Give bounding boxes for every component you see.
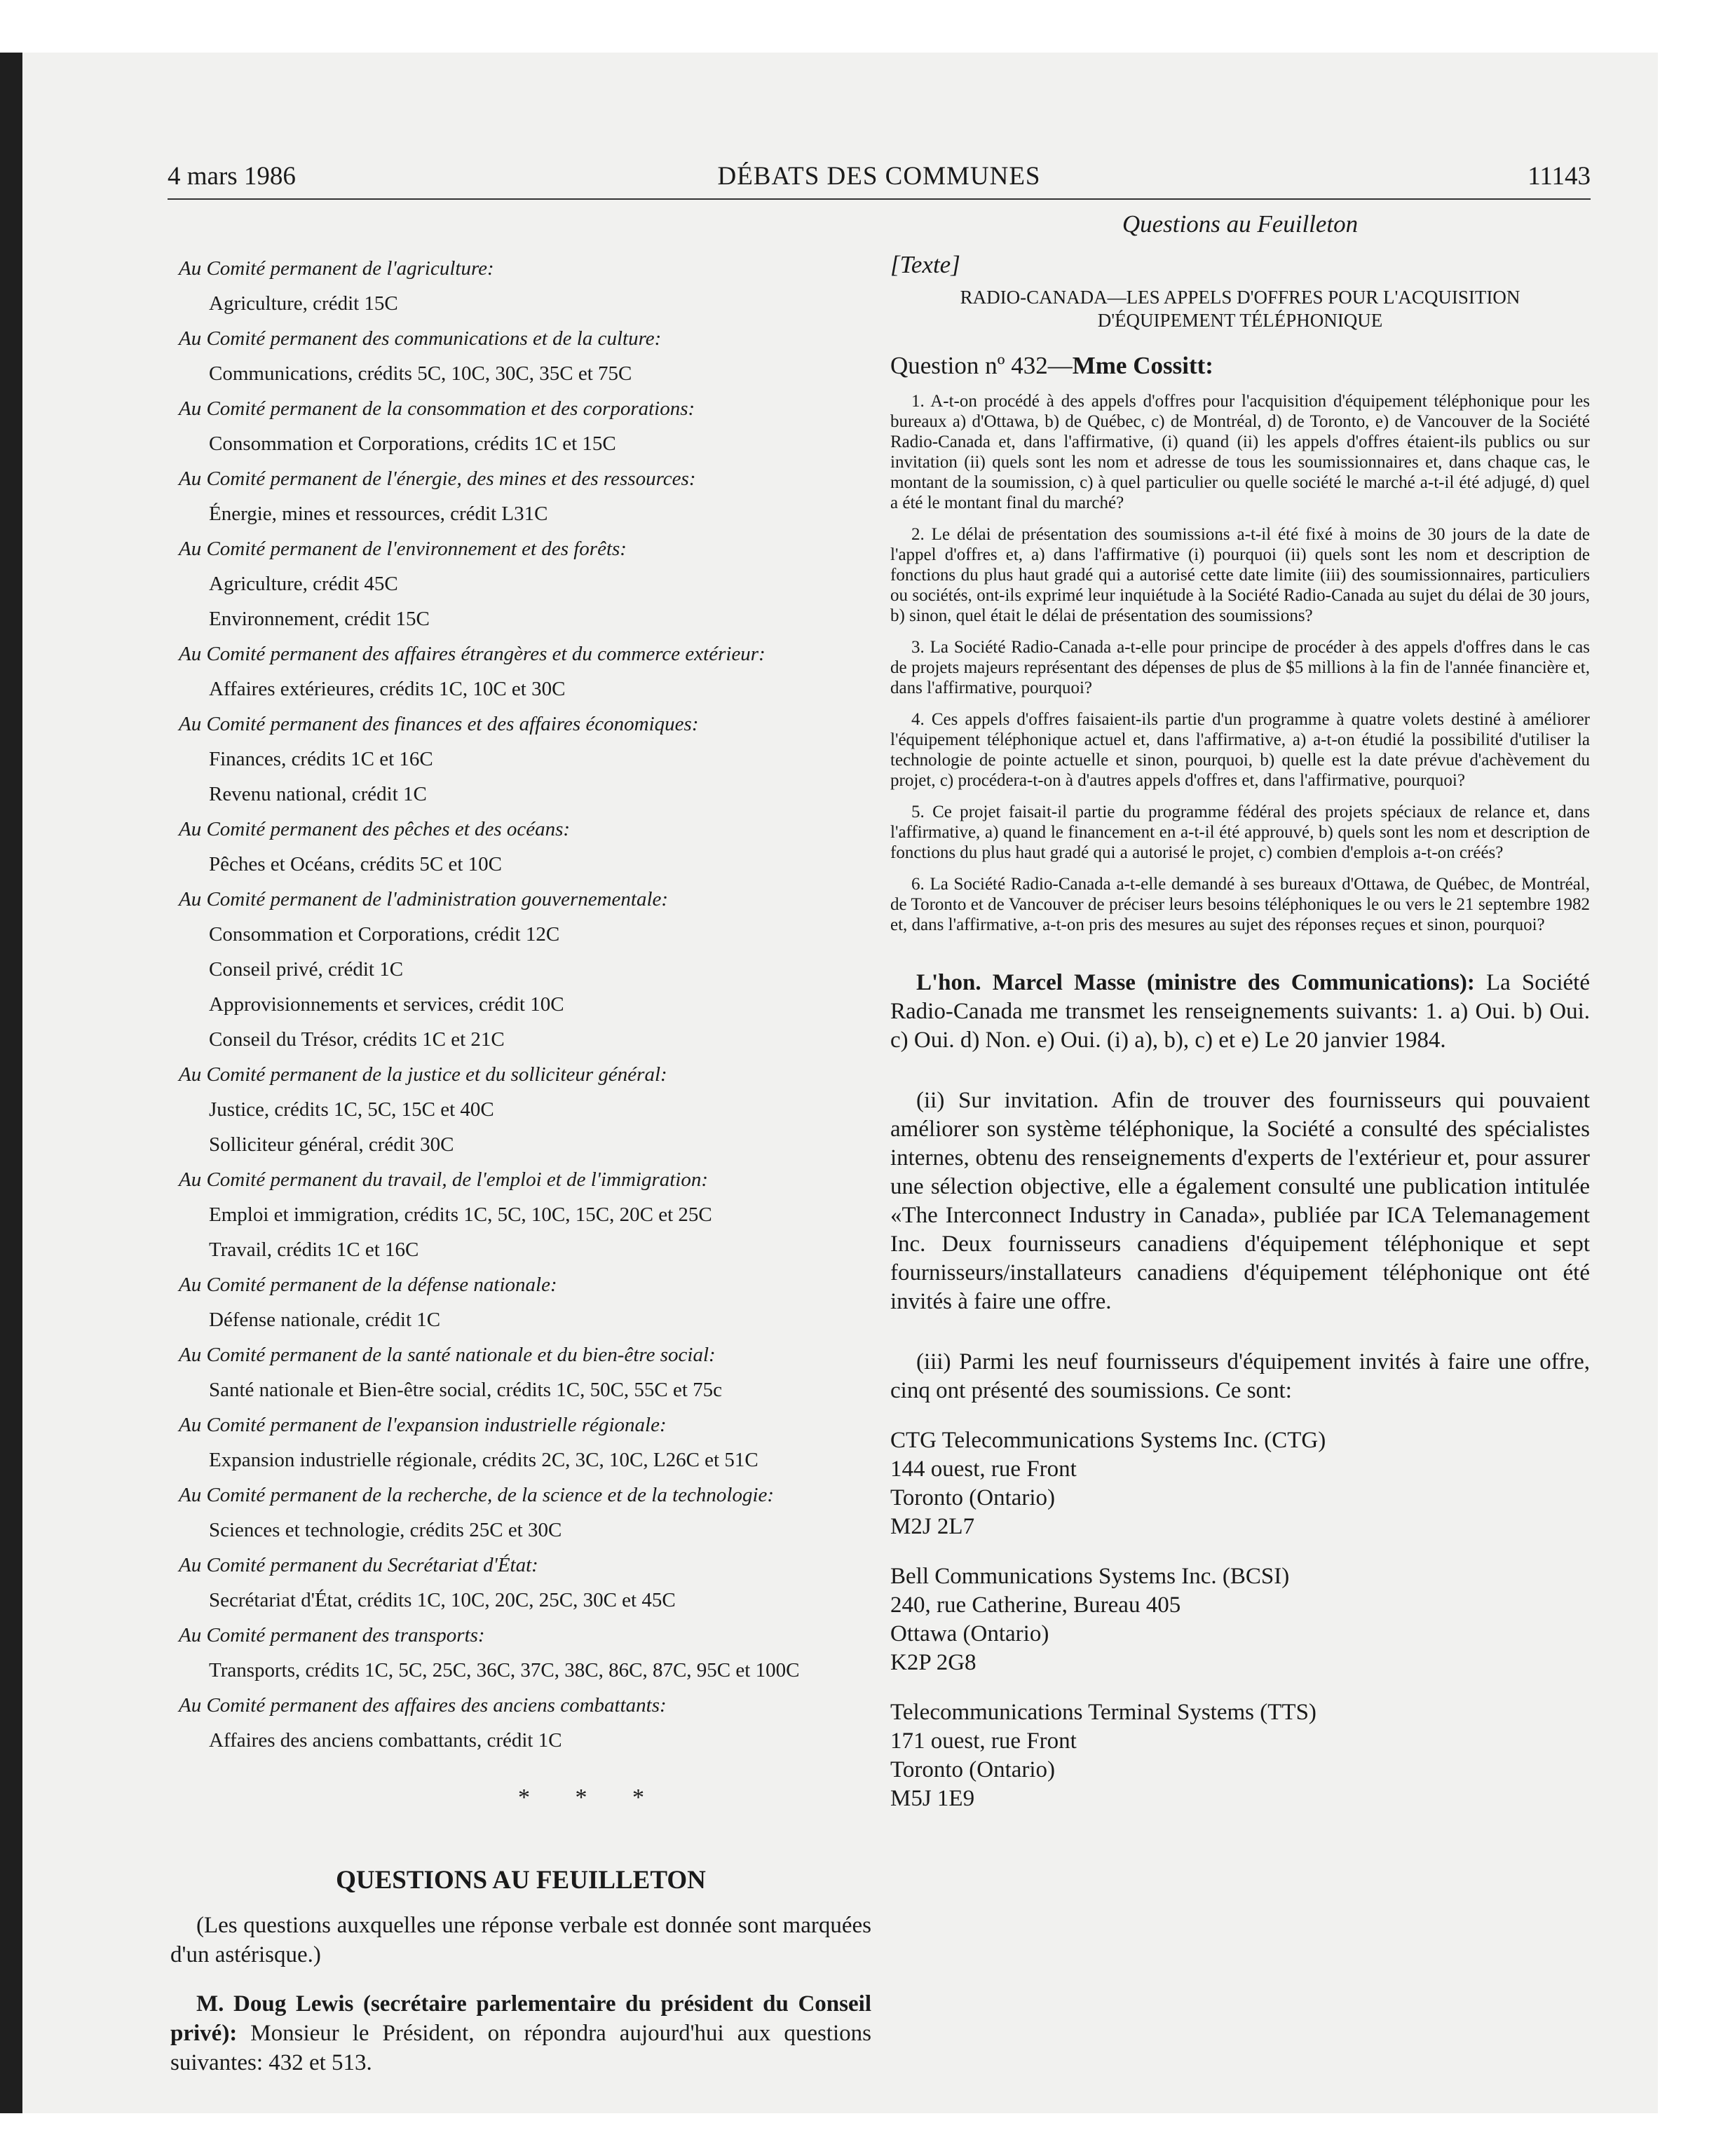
committee-credit: Environnement, crédit 15C [209,608,430,630]
section-separator: * * * [518,1785,664,1810]
committee-credit: Transports, crédits 1C, 5C, 25C, 36C, 37C, 38C, 86C, 87C, 95C et 100C [209,1659,800,1681]
texte-label: [Texte] [890,251,960,278]
committee-credit: Conseil du Trésor, crédits 1C et 21C [209,1028,505,1051]
question-item: 5. Ce projet faisait-il partie du programme fédéral des projets spéciaux de relance et, dans l'affirmative, a) quand le financement en a-t-il été approuvé, b) quels sont les nom et description de fonctions du plus haut gradé qui a autorisé le projet, c) combien d'emplois a-t-on créés? [890,803,1590,862]
committee-credit: Santé nationale et Bien-être social, crédits 1C, 50C, 55C et 75c [209,1379,723,1401]
question-item: 3. La Société Radio-Canada a-t-elle pour principe de procéder à des appels d'offres dans le cas de projets majeurs représentant des dépenses de plus de $5 millions à la fin de l'année financière et, dans l'affirmative, pourquoi? [890,638,1590,697]
answer-ii: (ii) Sur invitation. Afin de trouver des fournisseurs qui pouvaient améliorer son système téléphonique, la Société a consulté des spécialistes internes, obtenu des renseignements d'experts de l'extérieur et, pour assurer une sélection objective, elle a également consulté une publication intitulée «The Interconnect Industry in Canada», publiée par ICA Telemanagement Inc. Deux fournisseurs canadiens d'équipement téléphonique et sept fournisseurs/installateurs canadiens d'équipement téléphonique ont été invités à faire une offre. [890,1088,1590,1314]
supplier-name: Telecommunications Terminal Systems (TTS) [890,1700,1316,1725]
answer-text: La Société Radio-Canada me transmet les renseignements suivants: 1. a) Oui. b) Oui. c) Oui. d) Non. e) Oui. (i) a), b), c) et e) Le 20 janvier 1984. [890,970,1590,1053]
committee-name: Au Comité permanent des pêches et des océans: [179,818,571,840]
supplier-address [890,1562,1590,1677]
question-member: Mme Cossitt: [1072,352,1213,379]
question-headline [890,286,1590,332]
answer-paragraph [890,969,1590,1055]
committee-credit: Emploi et immigration, crédits 1C, 5C, 10C, 15C, 20C et 25C [209,1203,712,1226]
committee-credit: Expansion industrielle régionale, crédits 2C, 3C, 10C, L26C et 51C [209,1449,758,1471]
supplier-postal: M2J 2L7 [890,1514,975,1539]
committee-name: Au Comité permanent de la justice et du solliciteur général: [179,1063,667,1086]
question-prefix: Question nº 432— [890,352,1073,379]
supplier-list [890,1426,1590,1813]
committee-list [170,251,871,1758]
committee-credit: Solliciteur général, crédit 30C [209,1133,454,1156]
committee-credit: Énergie, mines et ressources, crédit L31C [209,503,548,525]
committee-credit: Affaires des anciens combattants, crédit 1C [209,1729,562,1752]
committee-name: Au Comité permanent de la santé nationale et du bien-être social: [179,1344,716,1366]
question-number [890,352,1590,380]
committee-credit: Travail, crédits 1C et 16C [209,1239,419,1261]
header-title: DÉBATS DES COMMUNES [717,162,1041,191]
committee-name: Au Comité permanent des finances et des affaires économiques: [179,713,699,735]
committee-credit: Communications, crédits 5C, 10C, 30C, 35C et 75C [209,362,632,385]
committee-credit: Justice, crédits 1C, 5C, 15C et 40C [209,1098,494,1121]
supplier-city: Toronto (Ontario) [890,1757,1056,1782]
answer-iii: (iii) Parmi les neuf fournisseurs d'équipement invités à faire une offre, cinq ont présenté des soumissions. Ce sont: [890,1349,1590,1403]
supplier-address [890,1698,1590,1813]
committee-credit: Défense nationale, crédit 1C [209,1309,441,1331]
headline-line: D'ÉQUIPEMENT TÉLÉPHONIQUE [1097,310,1383,331]
committee-name: Au Comité permanent des affaires des anciens combattants: [179,1694,667,1717]
question-list [890,391,1590,935]
right-column [890,210,1590,1813]
committee-credit: Consommation et Corporations, crédit 12C [209,923,560,946]
committee-credit: Approvisionnements et services, crédit 10C [209,993,564,1016]
question-item: 1. A-t-on procédé à des appels d'offres pour l'acquisition d'équipement téléphonique pour les bureaux a) d'Ottawa, b) de Québec, c) de Montréal, d) de Toronto, e) de Vancouver de la Société Radio-Canada et, dans l'affirmative, (i) quand (ii) les appels d'offres étaient-ils publics ou sur invitation (ii) quels sont les nom et adresse de tous les soumissionnaires et, dans chaque cas, le montant de la soumission, c) à quel particulier ou quelle société le marché a-t-il été adjugé, d) quel a été le montant final du marché? [890,392,1590,512]
supplier-name: Bell Communications Systems Inc. (BCSI) [890,1564,1290,1589]
committee-credit: Sciences et technologie, crédits 25C et 30C [209,1519,562,1541]
answer-speaker: L'hon. Marcel Masse (ministre des Communications): [916,970,1475,995]
committee-name: Au Comité permanent de l'agriculture: [179,257,494,280]
committee-name: Au Comité permanent de l'administration gouvernementale: [179,888,669,910]
committee-name: Au Comité permanent des communications et de la culture: [179,327,662,350]
committee-credit: Pêches et Océans, crédits 5C et 10C [209,853,502,875]
lewis-text: Monsieur le Président, on répondra aujourd'hui aux questions suivantes: 432 et 513. [170,2021,871,2075]
committee-credit: Revenu national, crédit 1C [209,783,427,805]
supplier-postal: K2P 2G8 [890,1650,977,1675]
committee-credit: Agriculture, crédit 45C [209,573,398,595]
header-rule [168,198,1591,200]
committee-credit: Affaires extérieures, crédits 1C, 10C et 30C [209,678,566,700]
committee-name: Au Comité permanent de la défense nationale: [179,1274,557,1296]
committee-name: Au Comité permanent de l'énergie, des mines et des ressources: [179,468,696,490]
question-item: 2. Le délai de présentation des soumissions a-t-il été fixé à moins de 30 jours de la date de l'appel d'offres et, a) dans l'affirmative (i) pourquoi (ii) quels sont les nom et description de fonctions du plus haut gradé qui a autorisé cette date limite (iii) des soumissionnaires, particuliers ou sociétés, ont-ils exprimé leur inquiétude à la Société Radio-Canada au sujet du délai de 30 jours, b) sinon, quel était le délai de présentation des soumissions? [890,525,1590,625]
supplier-name: CTG Telecommunications Systems Inc. (CTG) [890,1428,1326,1453]
committee-name: Au Comité permanent du travail, de l'emploi et de l'immigration: [179,1168,709,1191]
committee-name: Au Comité permanent de l'environnement et des forêts: [179,538,627,560]
committee-credit: Secrétariat d'État, crédits 1C, 10C, 20C, 25C, 30C et 45C [209,1589,676,1611]
committee-credit: Consommation et Corporations, crédits 1C et 15C [209,432,616,455]
supplier-address [890,1426,1590,1541]
header-date: 4 mars 1986 [168,162,296,191]
left-column [170,251,871,2077]
supplier-postal: M5J 1E9 [890,1786,975,1811]
lewis-speaker: M. Doug Lewis (secrétaire parlementaire du président du Conseil privé): [170,1991,871,2046]
questions-intro: (Les questions auxquelles une réponse verbale est donnée sont marquées d'un astérisque.) [170,1913,871,1967]
supplier-street: 240, rue Catherine, Bureau 405 [890,1592,1181,1618]
questions-heading: QUESTIONS AU FEUILLETON [336,1866,706,1895]
section-title: Questions au Feuilleton [1122,210,1359,238]
supplier-city: Ottawa (Ontario) [890,1621,1049,1646]
committee-name: Au Comité permanent de la recherche, de la science et de la technologie: [179,1484,775,1506]
supplier-street: 171 ouest, rue Front [890,1728,1077,1754]
committee-credit: Finances, crédits 1C et 16C [209,748,433,770]
committee-credit: Conseil privé, crédit 1C [209,958,404,981]
lewis-statement [170,1989,871,2077]
committee-name: Au Comité permanent du Secrétariat d'État: [179,1554,538,1576]
committee-name: Au Comité permanent des affaires étrangères et du commerce extérieur: [179,643,766,665]
question-item: 6. La Société Radio-Canada a-t-elle demandé à ses bureaux d'Ottawa, de Québec, de Montréal, de Toronto et de Vancouver de préciser leurs besoins téléphoniques le ou vers le 21 septembre 1982 et, dans l'affirmative, a-t-on pris des mesures au sujet des réponses reçues et sinon, pourquoi? [890,875,1590,934]
committee-name: Au Comité permanent des transports: [179,1624,485,1646]
question-item: 4. Ces appels d'offres faisaient-ils partie d'un programme à quatre volets destiné à améliorer l'équipement téléphonique actuel et, dans l'affirmative, a) a-t-on étudié la possibilité d'utiliser la technologie de pointe actuelle et sinon, pourquoi, b) quelle est la date prévue d'achèvement du projet, c) procédera-t-on à d'autres appels d'offres et, dans l'affirmative, pourquoi? [890,710,1590,790]
scan-border [0,53,22,2113]
committee-name: Au Comité permanent de l'expansion industrielle régionale: [179,1414,667,1436]
page-header [168,161,1591,196]
supplier-street: 144 ouest, rue Front [890,1456,1077,1482]
committee-name: Au Comité permanent de la consommation et des corporations: [179,397,695,420]
supplier-city: Toronto (Ontario) [890,1485,1056,1510]
committee-credit: Agriculture, crédit 15C [209,292,398,315]
page-number: 11143 [1528,162,1591,191]
headline-line: RADIO-CANADA—LES APPELS D'OFFRES POUR L'ACQUISITION [960,287,1520,308]
